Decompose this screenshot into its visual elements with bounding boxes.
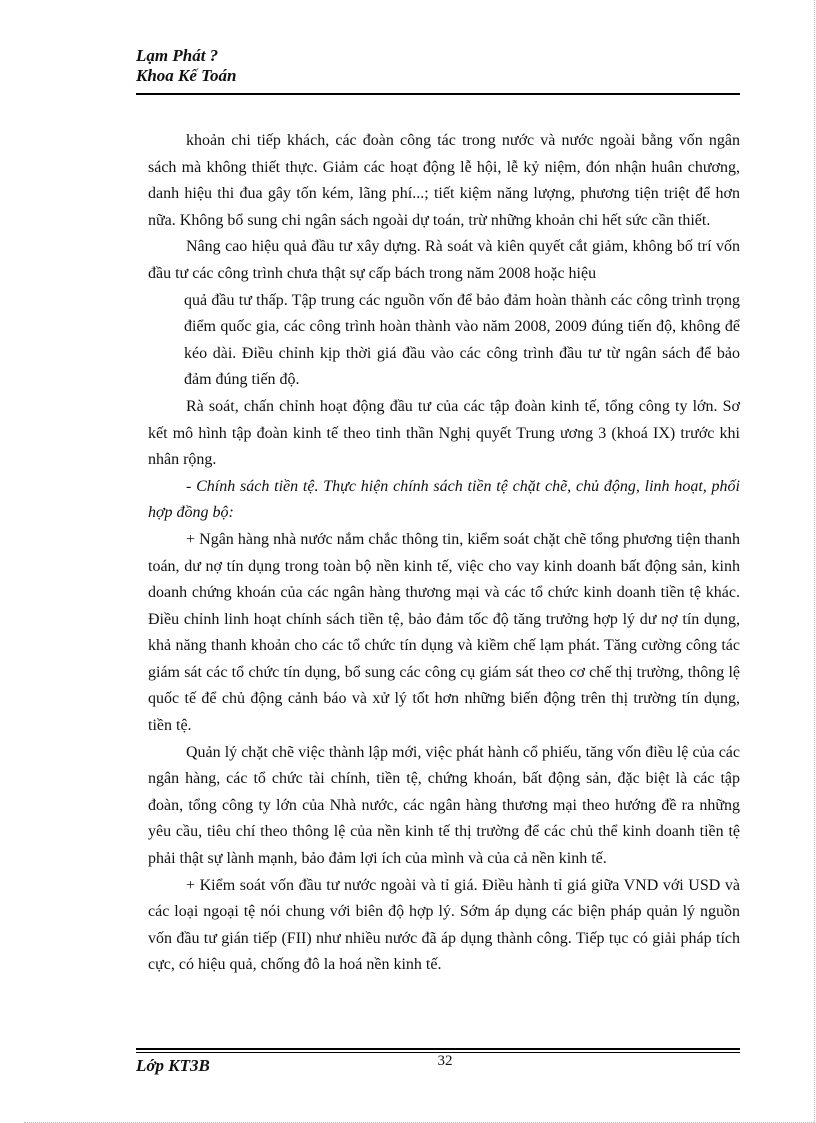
paragraph: + Ngân hàng nhà nước nắm chắc thông tin, kiểm soát chặt chẽ tổng phương tiện thanh toán, dư nợ tín dụng trong toàn bộ nền kinh tế, việc cho vay kinh doanh bất động sản, kinh doanh chứng khoán của các ngân hàng thương mại và các tổ chức kinh doanh tiền tệ khác. Điều chỉnh linh hoạt chính sách tiền tệ, bảo đảm tốc độ tăng trưởng hợp lý dư nợ tín dụng, khả năng thanh khoản cho các tổ chức tín dụng và kiềm chế lạm phát. Tăng cường công tác giám sát các tổ chức tín dụng, bổ sung các công cụ giám sát theo cơ chế thị trường, thông lệ quốc tế để chủ động cảnh báo và xử lý tốt hơn những biến động trên thị trường tín dụng, tiền tệ. <box>148 530 740 735</box>
page-header <box>136 46 740 86</box>
paragraph: Rà soát, chấn chỉnh hoạt động đầu tư của các tập đoàn kinh tế, tổng công ty lớn. Sơ kết mô hình tập đoàn kinh tế theo tinh thần Nghị quyết Trung ương 3 (khoá IX) trước khi nhân rộng. <box>148 397 740 469</box>
document-body <box>148 128 740 979</box>
paragraph: + Kiểm soát vốn đầu tư nước ngoài và tỉ giá. Điều hành tỉ giá giữa VND với USD và các loại ngoại tệ nói chung với biên độ hợp lý. Sớm áp dụng các biện pháp quản lý nguồn vốn đầu tư gián tiếp (FII) như nhiều nước đã áp dụng thành công. Tiếp tục có giải pháp tích cực, có hiệu quả, chống đô la hoá nền kinh tế. <box>148 876 740 974</box>
paragraph: Nâng cao hiệu quả đầu tư xây dựng. Rà soát và kiên quyết cắt giảm, không bố trí vốn đầu tư các công trình chưa thật sự cấp bách trong năm 2008 hoặc hiệu <box>148 238 740 282</box>
footer-rule <box>136 1048 740 1050</box>
paragraph: khoản chi tiếp khách, các đoàn công tác trong nước và nước ngoài bằng vốn ngân sách mà không thiết thực. Giảm các hoạt động lễ hội, lễ kỷ niệm, đón nhận huân chương, danh hiệu thi đua gây tốn kém, lãng phí...; tiết kiệm năng lượng, phương tiện triệt để hơn nữa. Không bổ sung chi ngân sách ngoài dự toán, trừ những khoản chi hết sức cần thiết. <box>148 132 740 229</box>
header-faculty: Khoa Kế Toán <box>136 66 237 85</box>
header-title: Lạm Phát ? <box>136 46 219 65</box>
section-heading: - Chính sách tiền tệ. Thực hiện chính sách tiền tệ chặt chẽ, chủ động, linh hoạt, phối hợp đồng bộ: <box>148 477 740 522</box>
paragraph: Quản lý chặt chẽ việc thành lập mới, việc phát hành cổ phiếu, tăng vốn điều lệ của các ngân hàng, các tổ chức tài chính, tiền tệ, chứng khoán, bất động sản, đặc biệt là các tập đoàn, tổng công ty lớn của Nhà nước, các ngân hàng thương mại theo hướng đề ra những yêu cầu, tiêu chí theo thông lệ của nền kinh tế thị trường để các chủ thể kinh doanh tiền tệ phải thật sự lành mạnh, bảo đảm lợi ích của mình và của cả nền kinh tế. <box>148 743 740 868</box>
paragraph: quả đầu tư thấp. Tập trung các nguồn vốn để bảo đảm hoàn thành các công trình trọng điểm quốc gia, các công trình hoàn thành vào năm 2008, 2009 đúng tiến độ, không để kéo dài. Điều chỉnh kịp thời giá đầu vào các công trình đầu tư từ ngân sách để bảo đảm đúng tiến độ. <box>184 291 740 389</box>
page-number: 32 <box>437 1053 453 1069</box>
footer-class-label: Lớp KT3B <box>136 1056 210 1075</box>
header-rule <box>136 93 740 95</box>
page-edge-right <box>814 0 815 1123</box>
